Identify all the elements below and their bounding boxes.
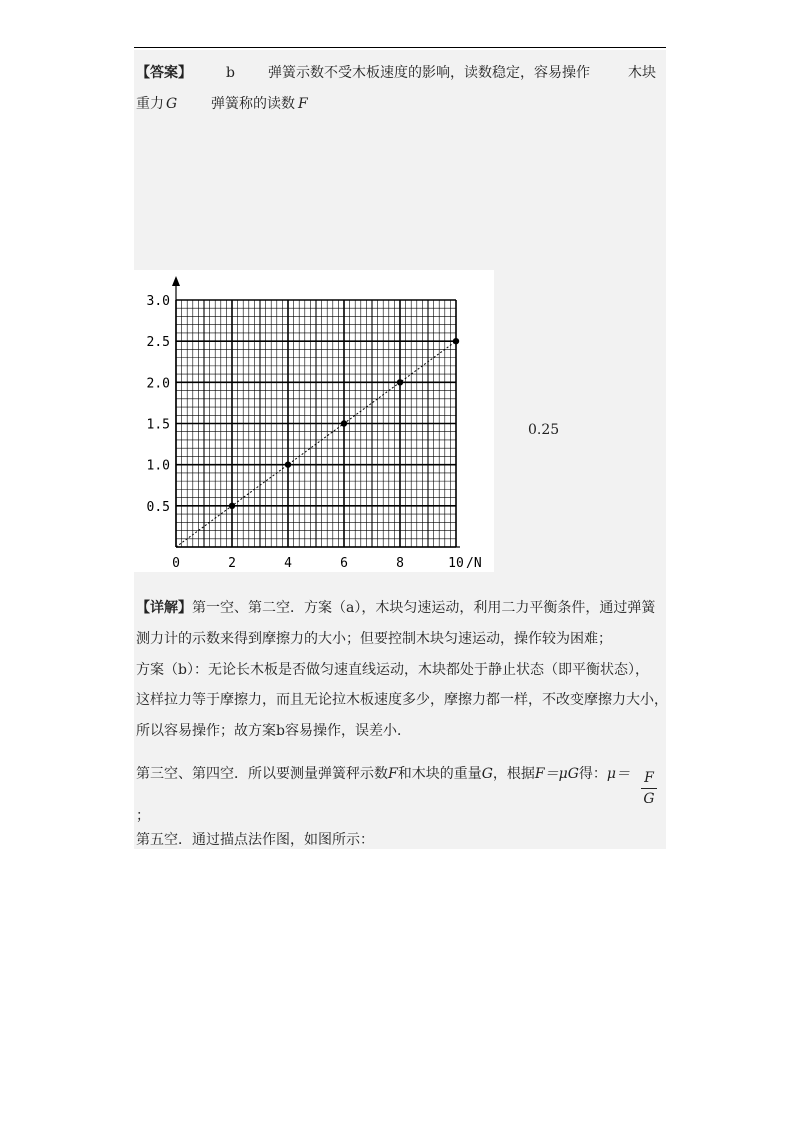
y-tick-label: 2.5 [146,335,170,351]
graph-ticks [147,294,482,571]
x-tick-label: 4 [284,556,292,571]
explain-p1 [136,598,655,618]
explain-p6-d: 得： [578,766,607,782]
fraction-denominator: G [643,791,655,807]
explain-p6-F: F [388,766,398,782]
data-point [229,503,235,509]
y-tick-label: 0.5 [146,499,170,515]
answer-tag: 【答案】 [136,65,192,81]
x-tick-label: 0 [172,556,180,571]
explain-p6-a: 第三空、第四空．所以要测量弹簧秤示数 [136,766,388,782]
x-tick-label: 8 [396,556,404,571]
answer-choice: b [226,65,235,81]
x-tick-label: 6 [340,556,348,571]
x-tick-label: 10 [448,556,464,571]
y-tick-label: 1.0 [146,458,170,474]
y-tick-label: 3.0 [146,294,170,309]
explain-p4: 这样拉力等于摩擦力，而且无论拉木板速度多少，摩擦力都一样，不改变摩擦力大小， [136,692,668,708]
force-graph [134,270,494,572]
explain-p6-formula: F＝μG [534,766,579,782]
explain-p5: 所以容易操作；故方案b容易操作，误差小． [136,723,411,739]
data-point [453,338,459,344]
explain-p6 [136,764,630,784]
explain-p3: 方案（b）：无论长木板是否做匀速直线运动，木块都处于静止状态（即平衡状态）， [136,662,649,678]
y-axis-arrow [172,276,180,286]
answer-line2-b: 弹簧称的读数 [211,96,295,112]
answer-line2-a: 重力 [136,96,164,112]
top-rule [134,47,666,48]
explain-p6-mu: μ＝ [606,766,631,782]
explain-p7: ； [136,808,150,824]
answer-blank3: 木块 [628,65,656,81]
y-tick-label: 2.0 [146,376,170,392]
y-tick-label: 1.5 [146,417,170,433]
answer-G: G [166,96,178,112]
explain-p8: 第五空．通过描点法作图，如图所示： [136,832,374,848]
x-axis-unit: /N [466,556,482,571]
slope-value: 0.25 [528,422,560,438]
explain-p1-text: 第一空、第二空．方案（a），木块匀速运动，利用二力平衡条件，通过弹簧 [192,600,656,616]
answer-reason: 弹簧示数不受木板速度的影响，读数稳定，容易操作 [268,65,590,81]
data-point [397,379,403,385]
explain-p6-b: 和木块的重量 [397,766,482,782]
explain-p6-G: G [481,766,493,782]
x-tick-label: 2 [228,556,236,571]
data-point [341,420,347,426]
graph-grid [176,300,456,547]
explain-p6-c: ，根据 [492,766,535,782]
data-point [285,461,291,467]
fraction-F-over-G [641,770,657,807]
explain-tag: 【详解】 [136,600,192,616]
explain-p2: 测力计的示数来得到摩擦力的大小；但要控制木块匀速运动，操作较为困难； [136,631,612,647]
answer-F: F [298,96,308,112]
fraction-numerator: F [644,770,654,786]
fraction-bar [641,788,657,789]
